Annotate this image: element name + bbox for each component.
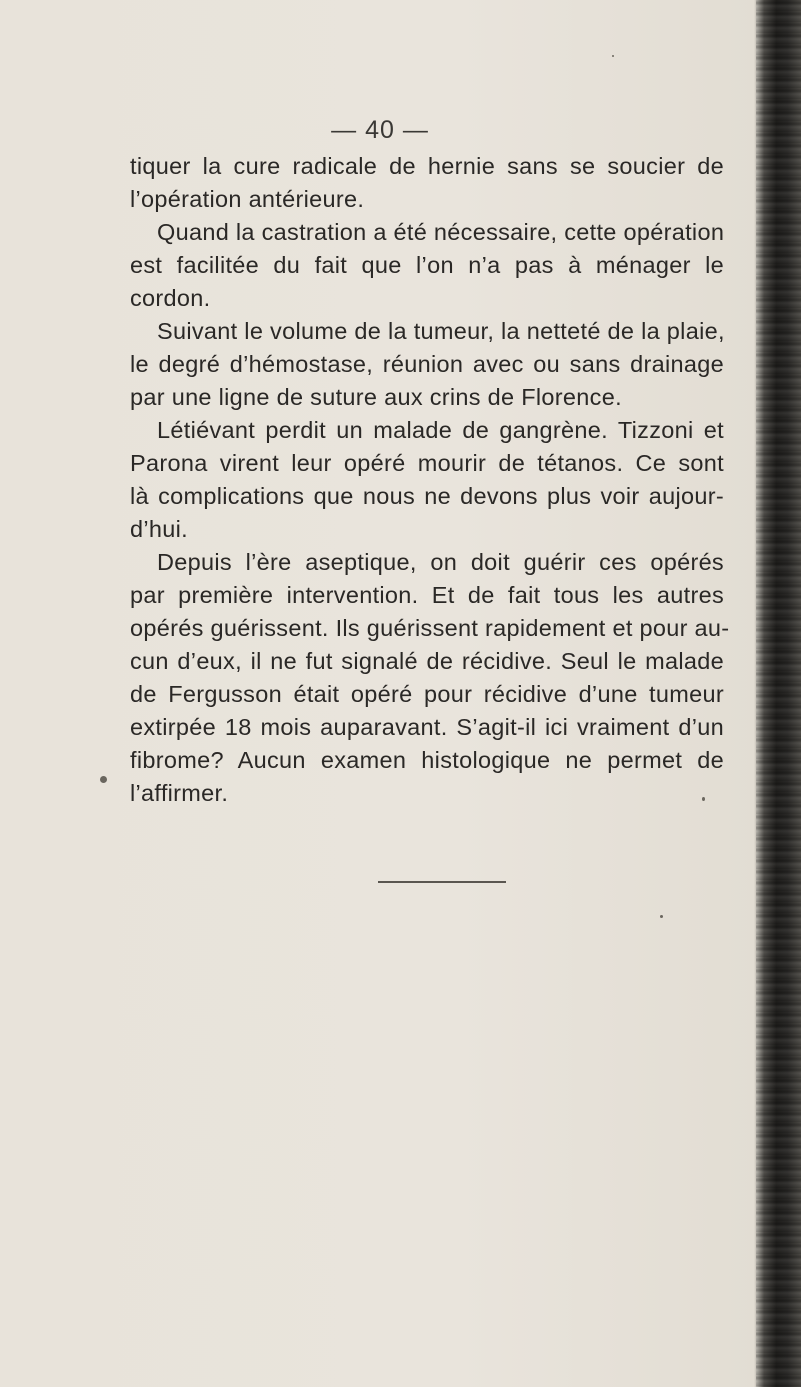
text-line: l’affirmer. <box>130 780 229 806</box>
text-line: cordon. <box>130 285 211 311</box>
text-line: l’opération antérieure. <box>130 186 365 212</box>
text-line: tiquer la cure radicale de hernie sans se soucier de <box>130 153 724 179</box>
body-text <box>130 150 730 810</box>
text-line: Létiévant perdit un malade de gangrène. Tizzoni et <box>157 417 724 443</box>
paper-speck <box>660 915 663 918</box>
page-number: — 40 — <box>331 116 429 144</box>
text-line: par première intervention. Et de fait tous les autres <box>130 582 724 608</box>
text-line: par une ligne de suture aux crins de Florence. <box>130 384 622 410</box>
paper-speck <box>702 797 705 801</box>
book-spine <box>756 0 801 1387</box>
text-line: extirpée 18 mois auparavant. S’agit-il ici vraiment d’un <box>130 714 724 740</box>
text-line: de Fergusson était opéré pour récidive d’une tumeur <box>130 681 724 707</box>
paper-speck <box>612 55 614 57</box>
text-line: Parona virent leur opéré mourir de tétanos. Ce sont <box>130 450 724 476</box>
text-line: d’hui. <box>130 516 188 542</box>
text-line: là complications que nous ne devons plus voir aujour- <box>130 483 724 509</box>
paper-speck <box>100 776 107 783</box>
text-line: opérés guérissent. Ils guérissent rapidement et pour au- <box>130 615 730 641</box>
text-line: Quand la castration a été nécessaire, cette opération <box>157 219 725 245</box>
text-line: le degré d’hémostase, réunion avec ou sans drainage <box>130 351 724 377</box>
text-line: fibrome? Aucun examen histologique ne permet de <box>130 747 724 773</box>
section-divider <box>378 881 506 883</box>
text-line: Depuis l’ère aseptique, on doit guérir ces opérés <box>157 549 724 575</box>
text-line: Suivant le volume de la tumeur, la netteté de la plaie, <box>157 318 725 344</box>
text-line: est facilitée du fait que l’on n’a pas à ménager le <box>130 252 724 278</box>
text-line: cun d’eux, il ne fut signalé de récidive. Seul le malade <box>130 648 724 674</box>
